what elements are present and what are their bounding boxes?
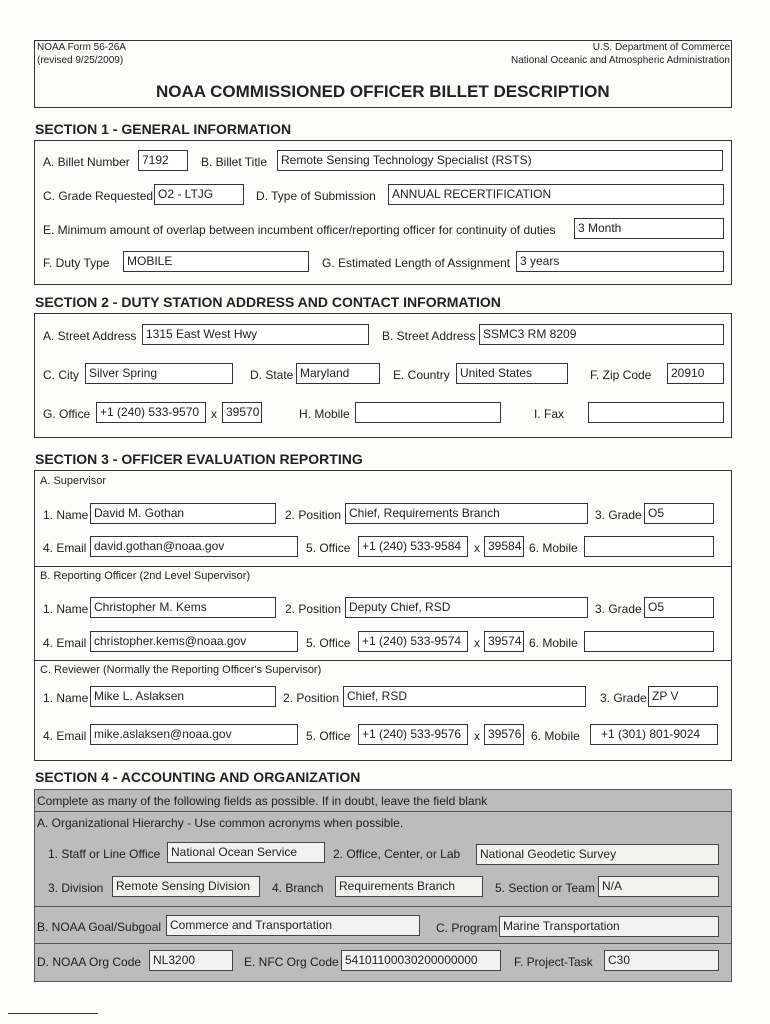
header-bottom-rule	[34, 107, 732, 108]
reporting-position-field[interactable]: Deputy Chief, RSD	[345, 597, 588, 618]
section-1-top-rule	[34, 140, 732, 141]
nfc-code-field[interactable]: 54101100030200000000	[341, 950, 501, 971]
reviewer-ext-separator: x	[474, 729, 480, 743]
branch-label: 4. Branch	[272, 881, 324, 895]
supervisor-ext-field[interactable]: 39584	[484, 536, 524, 557]
section-3-left-rule	[34, 470, 35, 760]
state-field[interactable]: Maryland	[296, 363, 380, 384]
reporting-email-field[interactable]: christopher.kems@noaa.gov	[90, 631, 298, 652]
supervisor-email-field[interactable]: david.gothan@noaa.gov	[90, 536, 298, 557]
overlap-label: E. Minimum amount of overlap between incumbent officer/reporting officer for continuity of duties	[43, 223, 556, 237]
program-label: C. Program	[436, 921, 498, 935]
header-top-rule	[34, 40, 732, 41]
reviewer-name-field[interactable]: Mike L. Aslaksen	[90, 686, 276, 707]
reviewer-mobile-label: 6. Mobile	[531, 729, 580, 743]
section-team-label: 5. Section or Team	[495, 881, 595, 895]
supervisor-office-label: 5. Office	[306, 541, 351, 555]
zip-label: F. Zip Code	[590, 368, 652, 382]
form-revised: (revised 9/25/2009)	[37, 55, 124, 66]
supervisor-name-field[interactable]: David M. Gothan	[90, 503, 276, 524]
section-1-left-rule	[34, 140, 35, 284]
reviewer-divider	[34, 660, 732, 661]
staff-office-label: 1. Staff or Line Office	[48, 847, 161, 861]
fax-label: I. Fax	[534, 407, 565, 421]
billet-title-field[interactable]: Remote Sensing Technology Specialist (RSTS)	[277, 150, 723, 171]
reporting-name-field[interactable]: Christopher M. Kems	[90, 597, 276, 618]
program-field[interactable]: Marine Transportation	[499, 916, 719, 937]
supervisor-position-field[interactable]: Chief, Requirements Branch	[345, 503, 588, 524]
reporting-grade-field[interactable]: O5	[644, 597, 714, 618]
section-4-heading: SECTION 4 - ACCOUNTING AND ORGANIZATION	[35, 769, 361, 785]
reporting-mobile-label: 6. Mobile	[529, 636, 578, 650]
section-1-bottom-rule	[34, 284, 732, 285]
country-field[interactable]: United States	[456, 363, 568, 384]
org-code-field[interactable]: NL3200	[149, 950, 233, 971]
section-3-right-rule	[731, 470, 732, 760]
reporting-email-label: 4. Email	[43, 636, 87, 650]
supervisor-heading: A. Supervisor	[40, 475, 107, 487]
assignment-length-field[interactable]: 3 years	[516, 251, 724, 272]
duty-type-field[interactable]: MOBILE	[123, 251, 309, 272]
street-b-label: B. Street Address	[382, 329, 476, 343]
section-1-heading: SECTION 1 - GENERAL INFORMATION	[35, 121, 292, 137]
billet-number-label: A. Billet Number	[43, 155, 130, 169]
reporting-grade-label: 3. Grade	[595, 602, 642, 616]
section-2-right-rule	[731, 313, 732, 437]
street-a-field[interactable]: 1315 East West Hwy	[142, 324, 369, 345]
section-3-top-rule	[34, 470, 732, 471]
supervisor-email-label: 4. Email	[43, 541, 87, 555]
footer-rule	[8, 1013, 98, 1014]
section-1-right-rule	[731, 140, 732, 284]
state-label: D. State	[250, 368, 294, 382]
duty-type-label: F. Duty Type	[43, 256, 110, 270]
reviewer-grade-label: 3. Grade	[600, 691, 647, 705]
section-2-heading: SECTION 2 - DUTY STATION ADDRESS AND CONTACT INFORMATION	[35, 294, 501, 310]
office-phone-label: G. Office	[43, 407, 91, 421]
org-code-label: D. NOAA Org Code	[37, 955, 142, 969]
office-phone-field[interactable]: +1 (240) 533-9570	[96, 402, 206, 423]
submission-type-label: D. Type of Submission	[256, 189, 376, 203]
nfc-code-label: E. NFC Org Code	[244, 955, 339, 969]
mobile-field[interactable]	[355, 402, 501, 423]
reviewer-position-field[interactable]: Chief, RSD	[343, 686, 586, 707]
office-ext-field[interactable]: 39570	[222, 402, 262, 423]
goal-label: B. NOAA Goal/Subgoal	[37, 920, 162, 934]
supervisor-grade-label: 3. Grade	[595, 508, 642, 522]
reporting-heading: B. Reporting Officer (2nd Level Supervisor)	[40, 570, 251, 582]
city-field[interactable]: Silver Spring	[85, 363, 233, 384]
section-team-field[interactable]: N/A	[598, 876, 719, 897]
supervisor-grade-field[interactable]: O5	[644, 503, 714, 524]
supervisor-office-field[interactable]: +1 (240) 533-9584	[358, 536, 468, 557]
reviewer-heading: C. Reviewer (Normally the Reporting Officer's Supervisor)	[40, 664, 322, 676]
reviewer-email-field[interactable]: mike.aslaksen@noaa.gov	[90, 724, 298, 745]
reviewer-office-field[interactable]: +1 (240) 533-9576	[358, 724, 468, 745]
department: U.S. Department of Commerce	[592, 42, 730, 53]
supervisor-mobile-field[interactable]	[584, 536, 714, 557]
header-left-rule	[34, 40, 35, 107]
section-2-bottom-rule	[34, 437, 732, 438]
street-a-label: A. Street Address	[43, 329, 137, 343]
zip-field[interactable]: 20910	[667, 363, 724, 384]
grade-requested-field[interactable]: O2 - LTJG	[154, 184, 244, 205]
reporting-office-field[interactable]: +1 (240) 533-9574	[358, 631, 468, 652]
section-2-left-rule	[34, 313, 35, 437]
section-4-instruction: Complete as many of the following fields as possible. If in doubt, leave the field blank	[37, 794, 488, 808]
reviewer-name-label: 1. Name	[43, 691, 89, 705]
project-task-field[interactable]: C30	[604, 950, 719, 971]
branch-field[interactable]: Requirements Branch	[335, 876, 483, 897]
project-task-label: F. Project-Task	[514, 955, 593, 969]
division-label: 3. Division	[48, 881, 104, 895]
division-field[interactable]: Remote Sensing Division	[112, 876, 260, 897]
country-label: E. Country	[393, 368, 450, 382]
grade-requested-label: C. Grade Requested	[43, 189, 154, 203]
supervisor-mobile-label: 6. Mobile	[529, 541, 578, 555]
reviewer-ext-field[interactable]: 39576	[484, 724, 524, 745]
reporting-ext-separator: x	[474, 636, 480, 650]
reporting-name-label: 1. Name	[43, 602, 89, 616]
reporting-office-label: 5. Office	[306, 636, 351, 650]
reporting-divider	[34, 566, 732, 567]
office-center-label: 2. Office, Center, or Lab	[333, 847, 461, 861]
header-right-rule	[731, 40, 732, 107]
goal-field[interactable]: Commerce and Transportation	[166, 915, 420, 936]
reporting-position-label: 2. Position	[285, 602, 342, 616]
fax-field[interactable]	[588, 402, 724, 423]
section-3-bottom-rule	[34, 760, 732, 761]
reviewer-mobile-field[interactable]: +1 (301) 801-9024	[590, 724, 718, 745]
reviewer-email-label: 4. Email	[43, 729, 87, 743]
street-b-field[interactable]: SSMC3 RM 8209	[479, 324, 724, 345]
supervisor-ext-separator: x	[474, 541, 480, 555]
reviewer-position-label: 2. Position	[283, 691, 340, 705]
assignment-length-label: G. Estimated Length of Assignment	[322, 256, 511, 270]
hierarchy-label: A. Organizational Hierarchy - Use common acronyms when possible.	[37, 816, 404, 830]
agency: National Oceanic and Atmospheric Administration	[510, 55, 730, 66]
supervisor-name-label: 1. Name	[43, 508, 89, 522]
section-2-top-rule	[34, 313, 732, 314]
reviewer-grade-field[interactable]: ZP V	[648, 686, 718, 707]
org-code-divider	[34, 943, 732, 944]
form-number: NOAA Form 56-26A	[37, 42, 126, 53]
goal-divider	[34, 906, 732, 907]
office-center-field[interactable]: National Geodetic Survey	[476, 844, 719, 865]
ext-separator: x	[211, 407, 217, 421]
supervisor-position-label: 2. Position	[285, 508, 342, 522]
billet-number-field[interactable]: 7192	[138, 150, 188, 171]
overlap-field[interactable]: 3 Month	[574, 218, 724, 239]
reporting-ext-field[interactable]: 39574	[484, 631, 524, 652]
reviewer-office-label: 5. Office	[306, 729, 351, 743]
section-3-heading: SECTION 3 - OFFICER EVALUATION REPORTING	[35, 451, 363, 467]
page-title: NOAA COMMISSIONED OFFICER BILLET DESCRIPTION	[156, 82, 610, 101]
city-label: C. City	[43, 368, 79, 382]
submission-type-field[interactable]: ANNUAL RECERTIFICATION	[388, 184, 724, 205]
instruction-divider	[34, 811, 732, 812]
mobile-label: H. Mobile	[299, 407, 350, 421]
reporting-mobile-field[interactable]	[584, 631, 714, 652]
billet-title-label: B. Billet Title	[201, 155, 268, 169]
staff-office-field[interactable]: National Ocean Service	[167, 842, 325, 863]
